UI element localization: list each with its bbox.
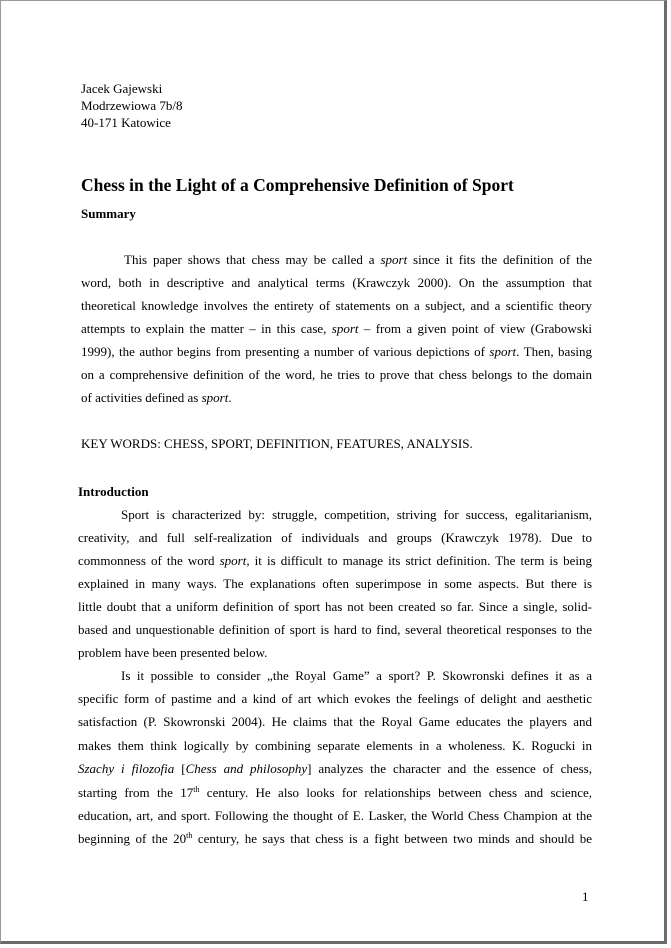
text-span: starting from the 17 [78,785,194,800]
italic-text: sport [331,321,359,336]
author-address [81,80,182,131]
text-span: ] analyzes the character and the essence of chess, [307,761,592,776]
text-line [81,344,592,360]
text-line [78,831,592,847]
text-line [121,668,592,684]
introduction-heading: Introduction [78,484,149,499]
text-span: satisfaction (P. Skowronski 2004). He claims that the Royal Game educates the players and [78,714,592,729]
text-line [78,714,592,730]
text-line [121,507,592,523]
text-span: on a comprehensive definition of the word, he tries to prove that chess belongs to the domain [81,367,592,382]
text-span: based and unquestionable definition of sport is hard to find, several theoretical responses to the [78,622,592,637]
street-address: Modrzewiowa 7b/8 [81,98,183,113]
text-span: beginning of the 20 [78,831,187,846]
text-line [81,367,592,383]
italic-text: sport [219,553,247,568]
text-line [78,645,592,661]
text-line [78,599,592,615]
text-span: theoretical knowledge involves the entirety of statements on a subject, and a scientific theory [81,298,592,313]
keywords: KEY WORDS: CHESS, SPORT, DEFINITION, FEATURES, ANALYSIS. [81,436,473,451]
text-span: makes them think logically by combining separate elements in a wholeness. K. Rogucki in [78,738,592,753]
text-span: – from a given point of view (Grabowski [358,321,592,336]
text-span: little doubt that a uniform definition of sport has not been created so far. Since a single, solid- [78,599,592,614]
italic-text: Szachy i filozofia [78,761,175,776]
text-span: word, both in descriptive and analytical terms (Krawczyk 2000). On the assumption that [81,275,592,290]
text-span: . [228,390,232,405]
text-line [78,808,592,824]
text-line [124,252,592,268]
text-line [78,530,592,546]
text-span: specific form of pastime and a kind of art which evokes the feelings of delight and aesthetic [78,691,592,706]
italic-text: Chess and philosophy [185,761,308,776]
page-number: 1 [582,889,589,904]
text-line [78,691,592,707]
superscript: th [186,831,193,840]
text-line [78,761,592,777]
text-span: , it is difficult to manage its strict definition. The term is being [246,553,593,568]
text-span: attempts to explain the matter – in this case, [81,321,332,336]
superscript: th [193,785,200,794]
text-span: Is it possible to consider „the Royal Game” a sport? P. Skowronski defines it as a [121,668,592,683]
italic-text: sport [380,252,408,267]
text-span: explained in many ways. The explanations often superimpose in some aspects. But there is [78,576,592,591]
text-span: century. He also looks for relationships between chess and science, [199,785,592,800]
paper-title: Chess in the Light of a Comprehensive Definition of Sport [81,175,514,195]
text-line [81,321,592,337]
text-span: 1999), the author begins from presenting a number of various depictions of [81,344,490,359]
text-line [78,738,592,754]
text-line [78,622,592,638]
text-span: problem have been presented below. [78,645,268,660]
text-span: of activities defined as [81,390,202,405]
text-span: since it fits the definition of the [407,252,592,267]
text-span: [ [174,761,186,776]
text-line [78,785,592,801]
author-name: Jacek Gajewski [81,81,163,96]
text-line [78,576,592,592]
text-line [81,298,592,314]
text-span: education, art, and sport. Following the thought of E. Lasker, the World Chess Champion at the [78,808,592,823]
text-span: . Then, basing [516,344,592,359]
text-line [81,390,592,406]
summary-heading: Summary [81,206,136,221]
text-line [78,553,592,569]
italic-text: sport [489,344,517,359]
text-span: Sport is characterized by: struggle, competition, striving for success, egalitarianism, [121,507,592,522]
text-span: This paper shows that chess may be called a [124,252,381,267]
italic-text: sport [201,390,229,405]
city-address: 40-171 Katowice [81,115,171,130]
text-span: century, he says that chess is a fight between two minds and should be [192,831,592,846]
text-line [81,275,592,291]
text-span: commonness of the word [78,553,220,568]
text-span: creativity, and full self-realization of individuals and groups (Krawczyk 1978). Due to [78,530,592,545]
